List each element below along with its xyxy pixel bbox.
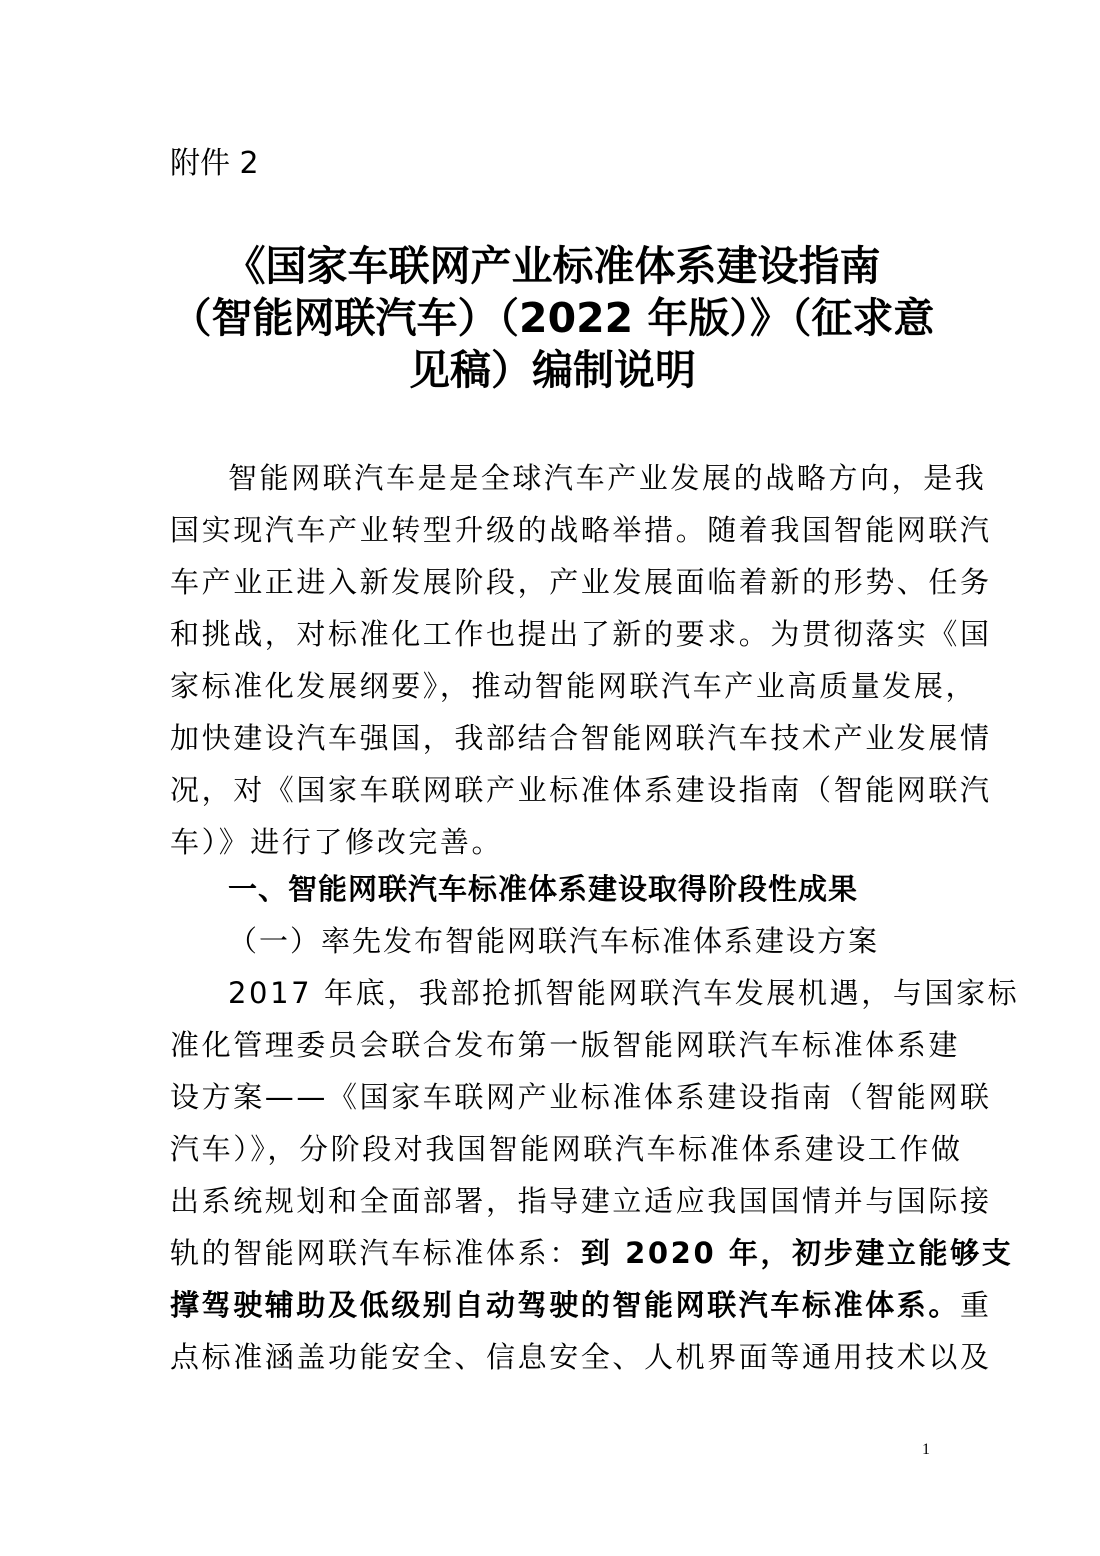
title-line: 见稿）编制说明 (409, 346, 696, 394)
text-line: 家标准化发展纲要》，推动智能网联汽车产业高质量发展， (170, 669, 978, 703)
text-line: 和挑战，对标准化工作也提出了新的要求。为贯彻落实《国 (170, 617, 992, 651)
text-line (170, 1279, 992, 1331)
page-number: 1 (922, 1441, 930, 1458)
bold-text-segment: 到 2020 年，初步建立能够支 (580, 1236, 1014, 1270)
text-line: 设方案——《国家车联网产业标准体系建设指南（智能网联 (170, 1080, 992, 1114)
paragraph-section-1 (170, 967, 1020, 1383)
subsection-heading: （一）率先发布智能网联汽车标准体系建设方案 (228, 924, 880, 958)
text-line: 车产业正进入新发展阶段，产业发展面临着新的形势、任务 (170, 565, 992, 599)
attachment-label: 附件 2 (170, 146, 259, 181)
text-line: 出系统规划和全面部署，指导建立适应我国国情并与国际接 (170, 1184, 992, 1218)
text-line: 汽车）》，分阶段对我国智能网联汽车标准体系建设工作做 (170, 1132, 963, 1166)
text-line: 点标准涵盖功能安全、信息安全、人机界面等通用技术以及 (170, 1340, 992, 1374)
section-heading: 一、智能网联汽车标准体系建设取得阶段性成果 (228, 872, 859, 906)
text-line (170, 1227, 1014, 1279)
title-line: （智能网联汽车）（2022 年版）》（征求意 (170, 294, 935, 342)
text-line: 车）》进行了修改完善。 (170, 825, 504, 859)
text-segment: 轨的智能网联汽车标准体系： (170, 1236, 581, 1270)
paragraph-intro (170, 452, 992, 868)
document-title (165, 240, 940, 396)
text-line: 智能网联汽车是是全球汽车产业发展的战略方向，是我 (228, 461, 987, 495)
text-line: 准化管理委员会联合发布第一版智能网联汽车标准体系建 (170, 1028, 961, 1062)
bold-text-segment: 撑驾驶辅助及低级别自动驾驶的智能网联汽车标准体系。 (170, 1288, 961, 1322)
text-segment: 重 (960, 1288, 992, 1322)
text-line: 国实现汽车产业转型升级的战略举措。随着我国智能网联汽 (170, 513, 992, 547)
text-line: 况，对《国家车联网联产业标准体系建设指南（智能网联汽 (170, 773, 992, 807)
text-line: 2017 年底，我部抢抓智能网联汽车发展机遇，与国家标 (228, 976, 1020, 1010)
title-line: 《国家车联网产业标准体系建设指南 (224, 242, 881, 290)
text-line: 加快建设汽车强国，我部结合智能网联汽车技术产业发展情 (170, 721, 992, 755)
